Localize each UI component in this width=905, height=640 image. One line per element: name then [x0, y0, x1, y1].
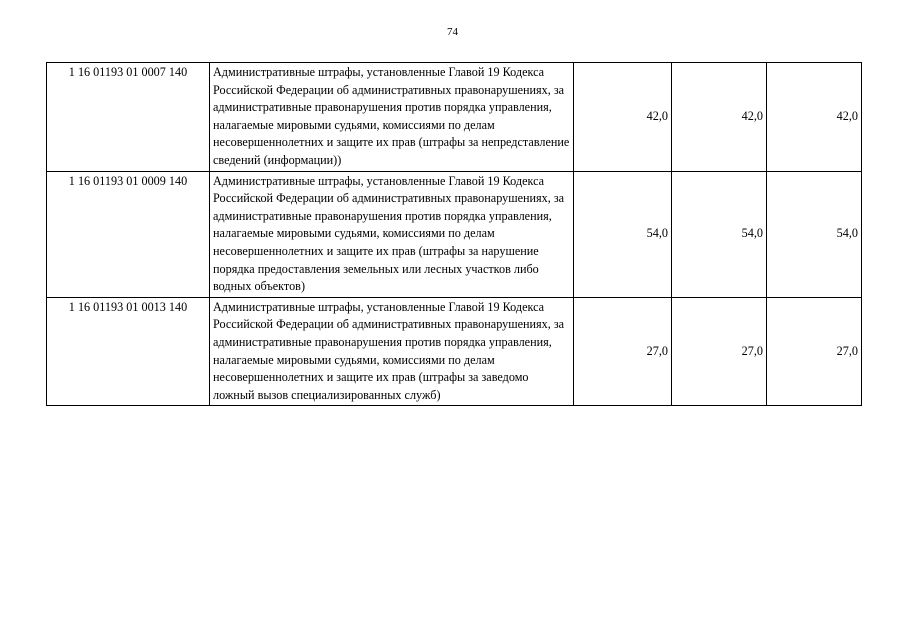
amount-year-3: 42,0	[767, 63, 862, 172]
amount-year-1: 27,0	[574, 297, 672, 406]
income-description: Административные штрафы, установленные Главой 19 Кодекса Российской Федерации об административных правонарушениях, за административные правонарушения против порядка управления, налагаемые мировыми судьями, комиссиями по делам несовершеннолетних и защите их прав (штрафы за нарушение порядка предоставления земельных или лесных участков либо водных объектов)	[210, 171, 574, 297]
income-description: Административные штрафы, установленные Главой 19 Кодекса Российской Федерации об административных правонарушениях, за административные правонарушения против порядка управления, налагаемые мировыми судьями, комиссиями по делам несовершеннолетних и защите их прав (штрафы за непредставление сведений (информации))	[210, 63, 574, 172]
amount-year-2: 54,0	[672, 171, 767, 297]
amount-year-3: 54,0	[767, 171, 862, 297]
amount-year-1: 42,0	[574, 63, 672, 172]
classification-code: 1 16 01193 01 0013 140	[47, 297, 210, 406]
classification-code: 1 16 01193 01 0007 140	[47, 63, 210, 172]
table-row	[47, 297, 862, 406]
amount-year-2: 27,0	[672, 297, 767, 406]
amount-year-1: 54,0	[574, 171, 672, 297]
amount-year-2: 42,0	[672, 63, 767, 172]
income-description: Административные штрафы, установленные Главой 19 Кодекса Российской Федерации об административных правонарушениях, за административные правонарушения против порядка управления, налагаемые мировыми судьями, комиссиями по делам несовершеннолетних и защите их прав (штрафы за заведомо ложный вызов специализированных служб)	[210, 297, 574, 406]
amount-year-3: 27,0	[767, 297, 862, 406]
table-row	[47, 63, 862, 172]
page-number: 74	[447, 26, 458, 38]
table-row	[47, 171, 862, 297]
budget-table	[46, 62, 862, 406]
classification-code: 1 16 01193 01 0009 140	[47, 171, 210, 297]
